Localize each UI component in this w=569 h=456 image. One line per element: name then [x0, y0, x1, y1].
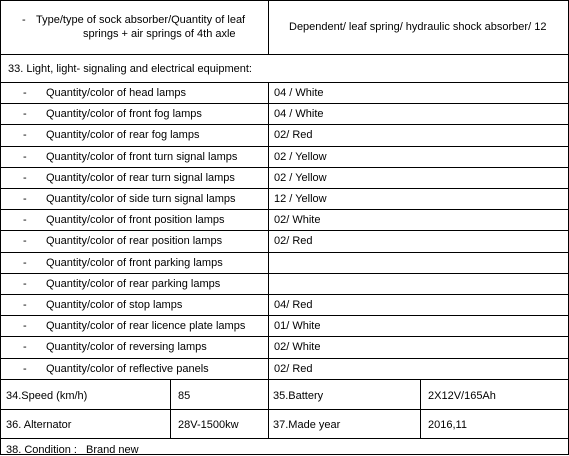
lamp-dash: -	[23, 341, 27, 353]
col-divider	[268, 379, 269, 438]
lamp-value: 02/ Red	[274, 363, 313, 375]
divider	[0, 379, 569, 380]
divider	[0, 252, 569, 253]
lamp-value: 02/ Red	[274, 129, 313, 141]
divider	[0, 167, 569, 168]
axle-label-line2: springs + air springs of 4th axle	[83, 28, 236, 40]
section-33-title: 33. Light, light- signaling and electrical equipment:	[8, 63, 252, 75]
lamp-dash: -	[23, 87, 27, 99]
lamp-label: Quantity/color of rear turn signal lamps	[46, 172, 235, 184]
lamp-value: 02/ Red	[274, 235, 313, 247]
battery-label: 35.Battery	[273, 390, 324, 402]
lamp-dash: -	[23, 257, 27, 269]
divider	[0, 315, 569, 316]
lamp-label: Quantity/color of reflective panels	[46, 363, 209, 375]
lamp-label: Quantity/color of rear fog lamps	[46, 129, 200, 141]
lamp-dash: -	[23, 151, 27, 163]
condition-value: Brand new	[86, 444, 139, 456]
lamp-value: 02/ White	[274, 214, 321, 226]
lamp-label: Quantity/color of front position lamps	[46, 214, 225, 226]
lamp-dash: -	[23, 193, 27, 205]
lamp-label: Quantity/color of head lamps	[46, 87, 187, 99]
divider	[0, 209, 569, 210]
lamp-value: 01/ White	[274, 320, 321, 332]
lamp-value: 12 / Yellow	[274, 193, 327, 205]
lamp-dash: -	[23, 320, 27, 332]
lamp-label: Quantity/color of rear licence plate lamps	[46, 320, 246, 332]
battery-value: 2X12V/165Ah	[428, 390, 496, 402]
lamp-dash: -	[23, 235, 27, 247]
lamp-dash: -	[23, 299, 27, 311]
lamp-label: Quantity/color of stop lamps	[46, 299, 183, 311]
divider	[0, 103, 569, 104]
col-divider	[420, 379, 421, 438]
lamp-dash: -	[23, 108, 27, 120]
lamp-label: Quantity/color of side turn signal lamps	[46, 193, 236, 205]
lamp-value: 04 / White	[274, 108, 324, 120]
lamp-dash: -	[23, 363, 27, 375]
divider	[0, 124, 569, 125]
condition-label: 38. Condition :	[6, 444, 77, 456]
divider	[0, 409, 569, 410]
lamp-label: Quantity/color of reversing lamps	[46, 341, 207, 353]
lamp-label: Quantity/color of front turn signal lamps	[46, 151, 238, 163]
made-year-label: 37.Made year	[273, 419, 341, 431]
divider	[0, 146, 569, 147]
divider	[0, 230, 569, 231]
divider	[0, 294, 569, 295]
lamp-label: Quantity/color of front parking lamps	[46, 257, 223, 269]
lamp-value: 02 / Yellow	[274, 151, 327, 163]
divider	[0, 438, 569, 439]
axle-value: Dependent/ leaf spring/ hydraulic shock absorber/ 12	[289, 21, 547, 33]
alternator-value: 28V-1500kw	[178, 419, 239, 431]
lamp-value: 02/ White	[274, 341, 321, 353]
lamp-label: Quantity/color of rear position lamps	[46, 235, 223, 247]
divider	[0, 358, 569, 359]
divider	[0, 273, 569, 274]
made-year-value: 2016,11	[428, 419, 467, 431]
lamps-col-divider	[268, 82, 269, 379]
lamp-dash: -	[23, 214, 27, 226]
speed-label: 34.Speed (km/h)	[6, 390, 88, 402]
divider	[0, 336, 569, 337]
lamp-label: Quantity/color of front fog lamps	[46, 108, 202, 120]
lamp-dash: -	[23, 278, 27, 290]
axle-divider	[268, 0, 269, 54]
lamp-dash: -	[23, 129, 27, 141]
divider	[0, 82, 569, 83]
alternator-label: 36. Alternator	[6, 419, 72, 431]
lamp-value: 04 / White	[274, 87, 324, 99]
lamp-value: 02 / Yellow	[274, 172, 327, 184]
lamp-label: Quantity/color of rear parking lamps	[46, 278, 221, 290]
axle-label-line1: Type/type of sock absorber/Quantity of leaf	[36, 14, 246, 26]
axle-dash: -	[22, 14, 26, 26]
divider	[0, 188, 569, 189]
divider	[0, 54, 569, 55]
lamp-dash: -	[23, 172, 27, 184]
speed-value: 85	[178, 390, 191, 402]
lamp-value: 04/ Red	[274, 299, 313, 311]
col-divider	[170, 379, 171, 438]
